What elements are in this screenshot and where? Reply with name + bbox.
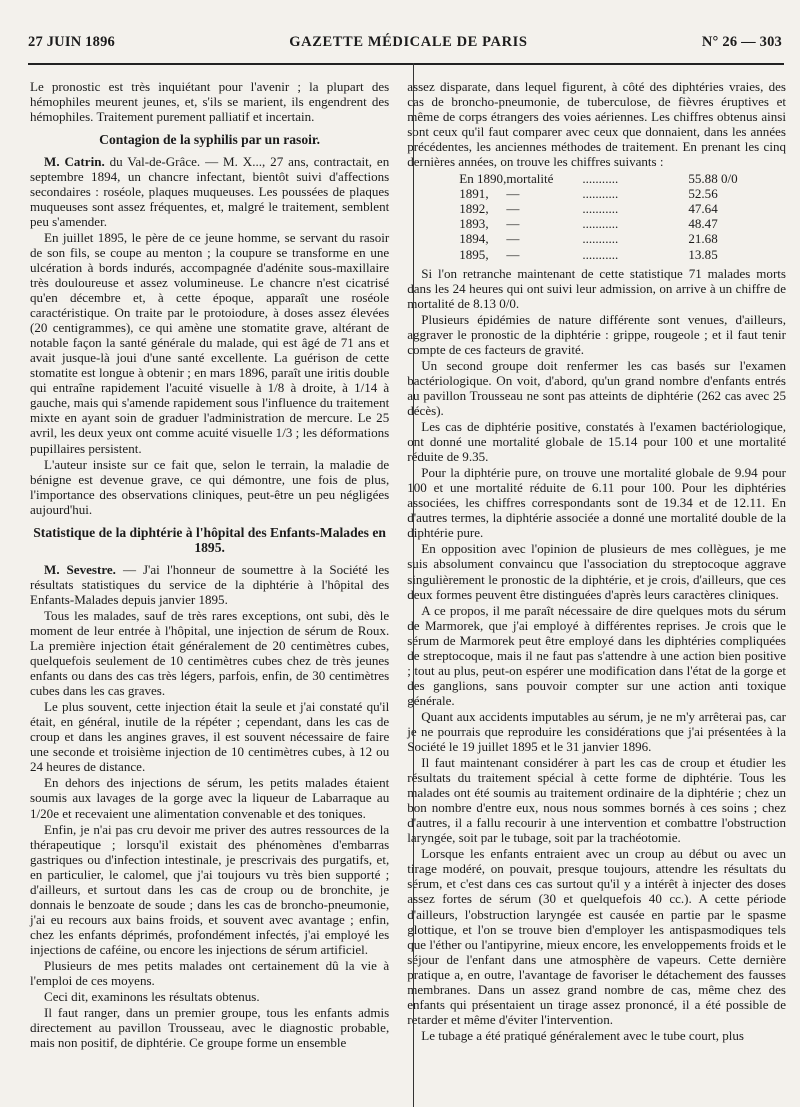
stat-leader-dots: ........... xyxy=(582,186,619,202)
mortality-table xyxy=(459,171,768,261)
stat-label: — xyxy=(506,186,520,202)
mortality-row xyxy=(459,186,768,201)
stat-value: 52.56 xyxy=(688,186,718,202)
stat-leader-dots: ........... xyxy=(582,216,619,232)
stat-label: — xyxy=(506,216,520,232)
paragraph: Il faut ranger, dans un premier groupe, tous les enfants admis directement au pavillon Trousseau, avec le diagnostic probable, mais non positif, de diphtérie. Ce groupe forme un ensemble xyxy=(30,1005,390,1051)
paragraph: Plusieurs de mes petits malades ont certainement dû la vie à l'emploi de ces moyens. xyxy=(30,957,390,989)
stat-label: mortalité xyxy=(506,171,554,187)
intro-paragraph: Le pronostic est très inquiétant pour l'avenir ; la plupart des hémophiles meurent jeunes, et, s'ils se marient, ils engendrent des hémophiles. Traitement purement palliatif et incertain. xyxy=(30,79,390,125)
speaker-name: M. Catrin. xyxy=(44,153,105,169)
paragraph: Le tubage a été pratiqué généralement avec le tube court, plus xyxy=(421,1027,744,1043)
paragraph: Tous les malades, sauf de très rares exceptions, ont subi, dès le moment de leur entrée à l'hôpital, une injection de sérum de Roux. La première injection était généralement de 20 centimètres cubes, quelquefois seulement de 10 centimètres cubes chez de très jeunes enfants ou dans des cas très légers, parfois, enfin, de 30 centimètres cubes dans les cas graves. xyxy=(30,607,390,699)
stat-label: — xyxy=(506,231,520,247)
paragraph: Plusieurs épidémies de nature différente sont venues, d'ailleurs, aggraver le pronostic de la diphtérie : grippe, rougeole ; et il faut tenir compte de ces facteurs de gravité. xyxy=(407,311,786,357)
stat-leader-dots: ........... xyxy=(582,231,619,247)
paragraph: Enfin, je n'ai pas cru devoir me priver des autres ressources de la thérapeutique ; lorsqu'il existait des phénomènes d'embarras gastriques ou d'infection intestinale, je prescrivais des purgatifs, et, en particulier, le calomel, que j'ai toujours vu très bien supporté ; d'ailleurs, et surtout dans les cas de croup ou de bronchite, je donnais le benzoate de soude ; dans les cas de broncho-pneumonie, j'ai eu recours aux bains froids, et souvent avec avantage ; enfin, chez les enfants déprimés, profondément infectés, j'ai employé les injections de caféine, ou encore les injections de sérum artificiel. xyxy=(30,821,390,957)
paragraph: A ce propos, il me paraît nécessaire de dire quelques mots du sérum de Marmorek, que j'ai employé à différentes reprises. Je crois que le sérum de Marmorek peut être employé dans les diphtéries compliquées de streptocoque, mais il ne faut pas s'attendre à une action bien positive ; tout au plus, peut-on espérer une modification dans l'état de la gorge et des ganglions, sans pouvoir compter sur une action anti toxique générale. xyxy=(407,602,786,708)
stat-label: — xyxy=(506,201,520,217)
stat-year: En 1890, xyxy=(459,171,507,187)
paragraph: assez disparate, dans lequel figurent, à côté des diphtéries vraies, des cas de broncho-pneumonie, de tuberculose, de fièvres éruptives et même de corps étrangers des voies aériennes. Les chiffres obtenus ainsi sont ceux qu'il faut comparer avec ceux que donnaient, dans les années précédentes, les anciennes méthodes de traitement. En prenant les cinq dernières années, on trouve les chiffres suivants : xyxy=(407,79,786,170)
paragraph: Un second groupe doit renfermer les cas basés sur l'examen bactériologique. On voit, d'abord, qu'un grand nombre d'enfants entrés au pavillon Trousseau ne sont pas atteints de diphtérie (262 cas avec 25 décès). xyxy=(407,357,786,418)
mortality-row xyxy=(459,201,768,216)
header-issue-page: N° 26 — 303 xyxy=(701,34,782,50)
speaker-name: M. Sevestre. xyxy=(44,561,116,577)
column-divider xyxy=(413,63,414,1107)
right-column xyxy=(407,79,786,1051)
stat-value: 13.85 xyxy=(688,246,718,262)
stat-value: 21.68 xyxy=(688,231,718,247)
stat-value: 48.47 xyxy=(688,216,718,232)
paragraph xyxy=(30,154,389,229)
paragraph: Ceci dit, examinons les résultats obtenus. xyxy=(44,989,260,1005)
mortality-row xyxy=(459,247,768,262)
stat-leader-dots: ........... xyxy=(582,171,619,187)
paragraph: En opposition avec l'opinion de plusieurs de mes collègues, je me suis absolument convaincu que l'association du streptocoque aggrave singulièrement le pronostic de la diphtérie, et je crois, d'ailleurs, que ces deux formes peuvent être distinguées d'après leurs caractères cliniques. xyxy=(407,541,786,602)
stat-label: — xyxy=(506,246,520,262)
header-rule xyxy=(28,63,784,65)
running-header xyxy=(26,34,786,51)
paragraph: Il faut maintenant considérer à part les cas de croup et étudier les résultats du traitement spécial à cette forme de diphtérie. Tous les malades ont été soumis au traitement ordinaire de la diphtérie ; chez un bon nombre d'entre eux, nous nous sommes bornés à ces soins ; chez d'autres, il a fallu recourir à une intervention et combattre l'obstruction laryngée, soit par le tubage, soit par la trachéotomie. xyxy=(407,755,786,846)
paragraph-text: — J'ai l'honneur de soumettre à la Société les résultats statistiques du service de la diphtérie à l'hôpital des Enfants-Malades depuis janvier 1895. xyxy=(30,561,390,607)
stat-leader-dots: ........... xyxy=(582,246,619,262)
stat-year: 1894, xyxy=(459,231,489,247)
stat-year: 1891, xyxy=(459,186,489,202)
header-journal-title: GAZETTE MÉDICALE DE PARIS xyxy=(289,34,528,50)
two-column-body xyxy=(26,79,786,1051)
stat-year: 1893, xyxy=(459,216,489,232)
paragraph: Les cas de diphtérie positive, constatés à l'examen bactériologique, ont donné une mortalité globale de 15.14 pour 100 et une mortalité réduite de 9.35. xyxy=(407,419,786,465)
stat-value: 55.88 0/0 xyxy=(688,171,738,187)
paragraph-text: du Val-de-Grâce. — M. X..., 27 ans, contractait, en septembre 1894, un chancre infectant, bientôt suivi d'affections secondaires : roséole, plaques muqueuses. Les poussées de plaques muqueuses sont assez fréquentes, et, malgré le traitement, semblent peu s'amender. xyxy=(30,153,390,229)
header-date: 27 JUIN 1896 xyxy=(28,34,115,50)
paragraph: En dehors des injections de sérum, les petits malades étaient soumis aux lavages de la gorge avec la liqueur de Labarraque au 1/20e et recevaient une alimentation convenable et des toniques. xyxy=(30,775,390,821)
section-title-syphilis: Contagion de la syphilis par un rasoir. xyxy=(99,132,321,148)
stat-leader-dots: ........... xyxy=(582,201,619,217)
stat-year: 1892, xyxy=(459,201,489,217)
mortality-row xyxy=(459,216,768,231)
stat-value: 47.64 xyxy=(688,201,718,217)
paragraph: Quant aux accidents imputables au sérum, je ne m'y arrêterai pas, car je ne pourrais que reproduire les considérations que j'ai présentées à la Société le 19 juillet 1895 et le 31 janvier 1896. xyxy=(407,708,786,755)
paragraph: L'auteur insiste sur ce fait que, selon le terrain, la maladie de bénigne est devenue grave, ce qui démontre, une fois de plus, l'importance des observations cliniques, peut-être un peu négligées aujourd'hui. xyxy=(30,456,390,517)
stat-year: 1895, xyxy=(459,246,489,262)
paragraph: En juillet 1895, le père de ce jeune homme, se servant du rasoir de son fils, se coupe au menton ; la coupure se transforme en une ulcération à bords indurés, accompagnée d'adénite sous-maxillaire très douloureuse et assez volumineuse. Le chancre n'est cicatrisé qu'en décembre et, à cette époque, apparaît une roséole caractéristique. On traite par le protoiodure, à doses assez élevées (20 centigrammes), ce qui amène une stomatite grave, altérant de notable façon la santé générale du malade, qui est âgé de 71 ans et avait jusque-là joui d'une santé excellente. La guérison de cette stomatite est longue à obtenir ; en mars 1896, paraît une iritis double qui entraîne rapidement l'acuité visuelle à 1/8 à droite, à 1/14 à gauche, mais qui s'amende rapidement sous l'influence du traitement mixte en ayant soin de graduer l'administration de mercure. Le 25 avril, les deux yeux ont comme acuité visuelle 1/3 ; les déformations pupillaires persistent. xyxy=(30,229,390,456)
paragraph: Le plus souvent, cette injection était la seule et j'ai constaté qu'il était, en général, inutile de la répéter ; cependant, dans les cas de croup et dans les angines graves, il est souvent nécessaire de faire une seconde et troisième injection de 10 centimètres cubes, à 12 ou 24 heures de distance. xyxy=(30,699,390,775)
section-title-diphterie: Statistique de la diphtérie à l'hôpital des Enfants-Malades en 1895. xyxy=(33,524,386,556)
paragraph xyxy=(30,562,389,607)
paragraph: Pour la diphtérie pure, on trouve une mortalité globale de 9.94 pour 100 et une mortalité réduite de 6.11 pour 100. Pour les diphtéries associées, les chiffres correspondants sont de 19.34 et de 12.11. En d'autres termes, la diphtérie associée a donné une mortalité double de la diphtérie pure. xyxy=(407,465,786,541)
mortality-row xyxy=(459,231,768,246)
paragraph: Lorsque les enfants entraient avec un croup au début ou avec un tirage modéré, on pouvait, presque toujours, attendre les résultats du sérum, et c'est dans ces cas surtout qu'il y a intérêt à injecter des doses assez fortes de sérum (30 et quelquefois 40 cc.). A cette période d'ailleurs, l'obstruction laryngée est causée en partie par le spasme glottique, et l'on se trouve bien d'employer les antispasmodiques tels que l'éther ou l'antipyrine, mieux encore, les enveloppements froids et le séjour de l'enfant dans une atmosphère de vapeurs. Cette dernière pratique a, en outre, l'avantage de favoriser le détachement des fausses membranes. Dans un assez grand nombre de cas, même chez des enfants qui présentaient un tirage assez prononcé, il a été possible de retarder et même d'éviter l'intervention. xyxy=(407,846,786,1027)
paragraph: Si l'on retranche maintenant de cette statistique 71 malades morts dans les 24 heures qui ont suivi leur admission, on arrive à un chiffre de mortalité de 8.13 0/0. xyxy=(407,265,786,311)
left-column xyxy=(26,79,389,1051)
mortality-row xyxy=(459,171,768,186)
